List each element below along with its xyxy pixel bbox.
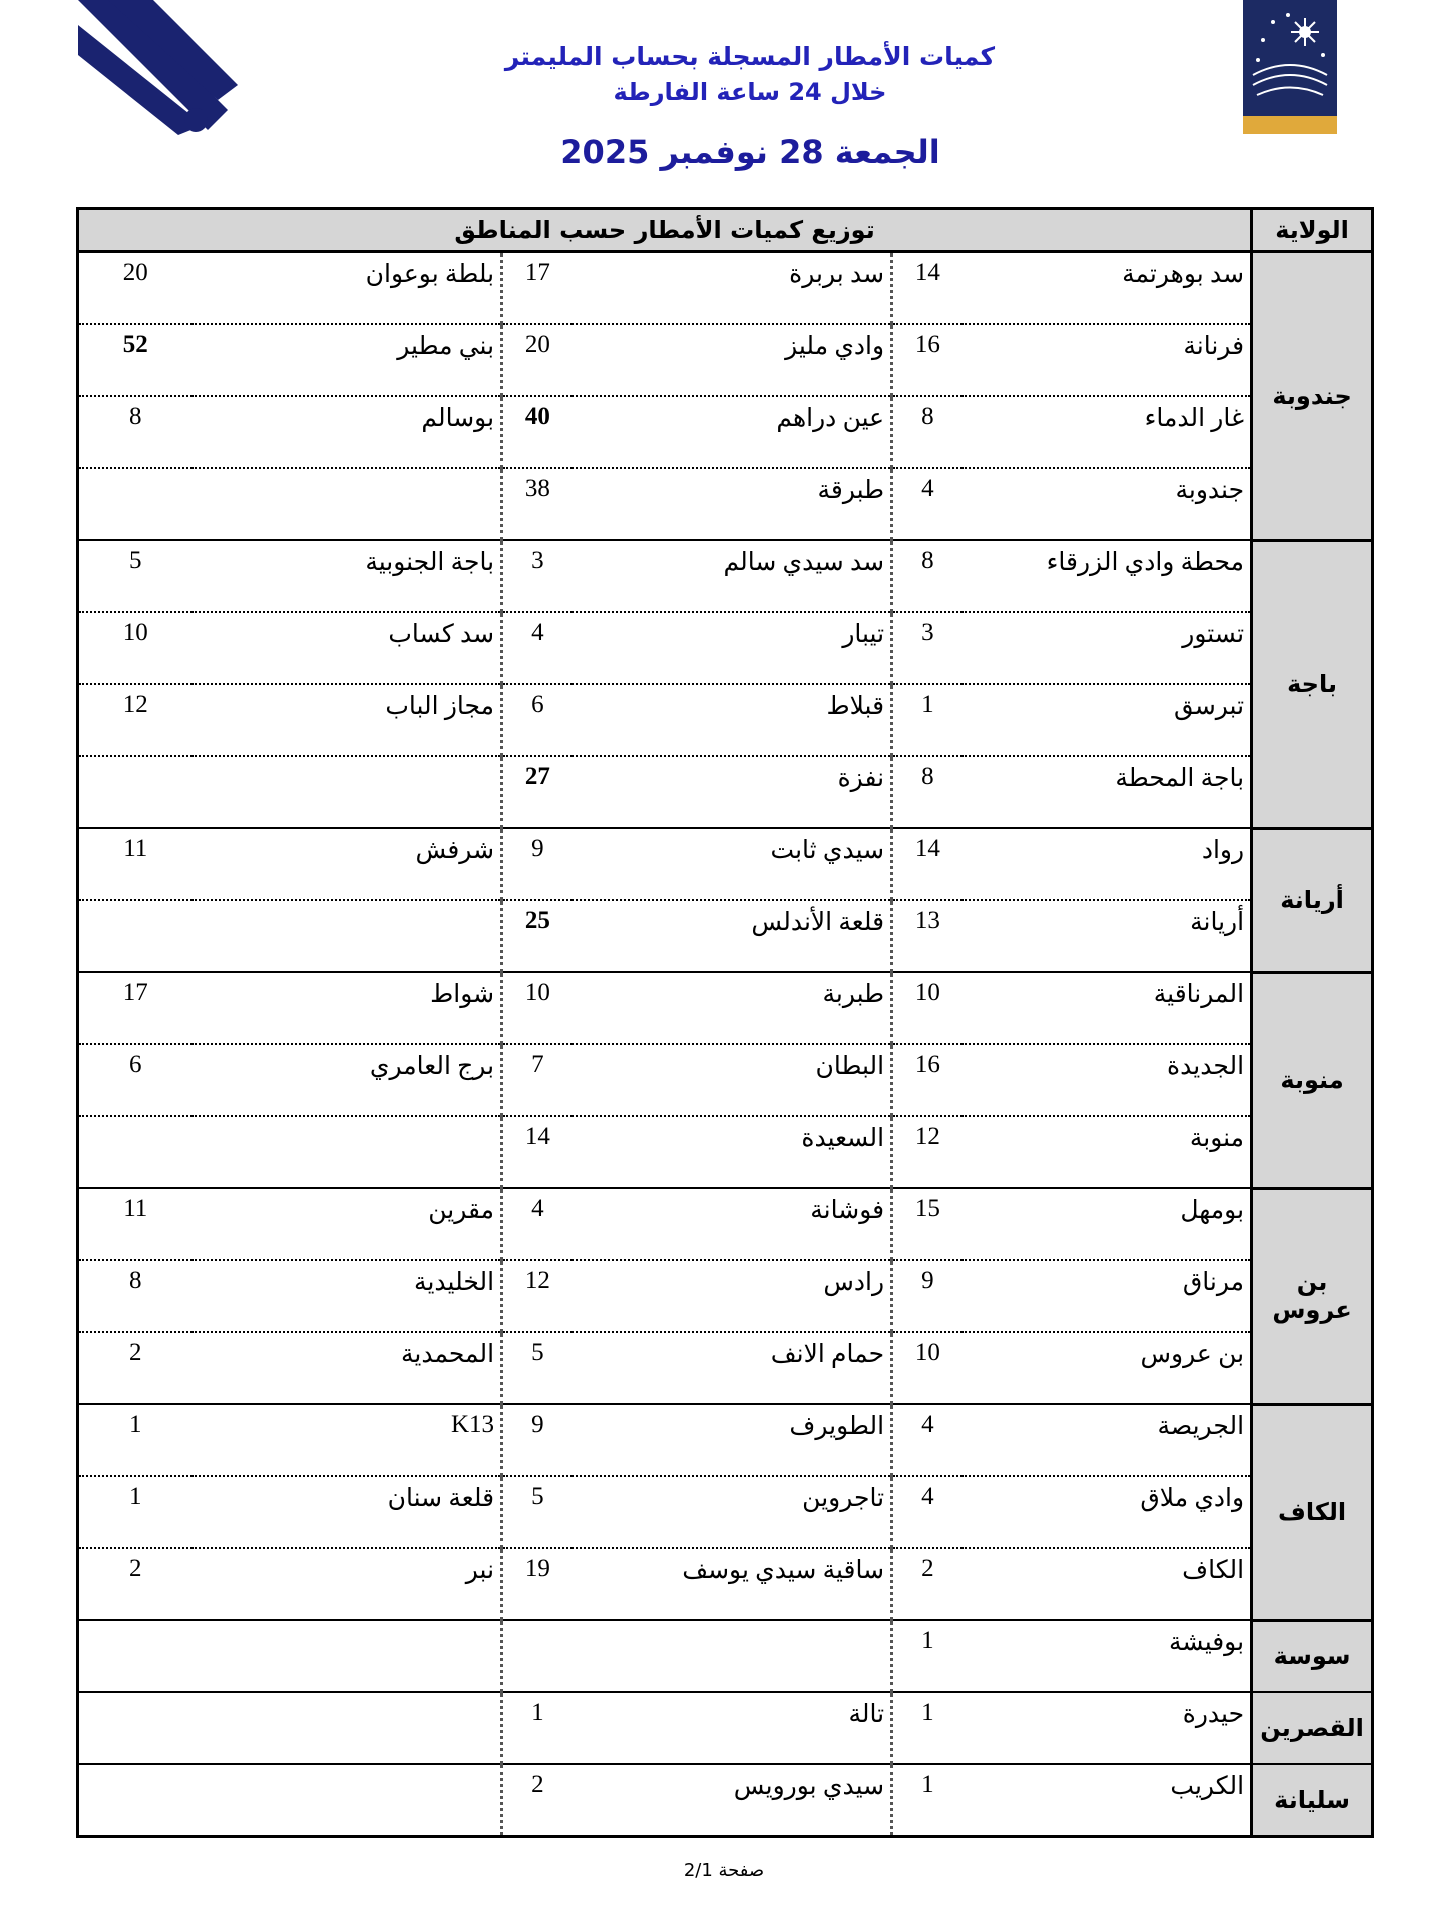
rainfall-value: 14 (892, 828, 962, 900)
station-name: مجاز الباب (192, 684, 502, 756)
table-row (78, 1620, 1373, 1692)
station-name: شرفش (192, 828, 502, 900)
station-name: بن عروس (962, 1332, 1252, 1404)
station-name: مرناق (962, 1260, 1252, 1332)
station-name: البطان (572, 1044, 892, 1116)
rainfall-value: 9 (502, 1404, 572, 1476)
station-name: تاجروين (572, 1476, 892, 1548)
station-name: غار الدماء (962, 396, 1252, 468)
station-name (192, 1116, 502, 1188)
rainfall-value: 2 (502, 1764, 572, 1837)
rainfall-value: 25 (502, 900, 572, 972)
rainfall-value: 9 (892, 1260, 962, 1332)
rainfall-table (76, 207, 1374, 1838)
report-subtitle: خلال 24 ساعة الفارطة (613, 78, 887, 106)
rainfall-value: 16 (892, 324, 962, 396)
rainfall-value: 6 (502, 684, 572, 756)
station-name: حمام الانف (572, 1332, 892, 1404)
table-row (78, 252, 1373, 325)
rainfall-value (78, 900, 192, 972)
page-number: صفحة 2/1 (683, 1860, 765, 1881)
station-name: تبرسق (962, 684, 1252, 756)
station-name: تيبار (572, 612, 892, 684)
table-row (78, 828, 1373, 900)
station-name (192, 468, 502, 540)
rainfall-value: 10 (892, 1332, 962, 1404)
station-name: قلعة الأندلس (572, 900, 892, 972)
table-row (78, 468, 1373, 540)
rainfall-value: 11 (78, 1188, 192, 1260)
station-name: برج العامري (192, 1044, 502, 1116)
table-row (78, 1404, 1373, 1476)
station-name: تستور (962, 612, 1252, 684)
report-title: كميات الأمطار المسجلة بحساب المليمتر (504, 42, 996, 71)
table-header-row (78, 209, 1373, 252)
station-name: وادي مليز (572, 324, 892, 396)
table-row (78, 1044, 1373, 1116)
rainfall-value: 9 (502, 828, 572, 900)
rainfall-value: 52 (78, 324, 192, 396)
governorate-cell: القصرين (1252, 1692, 1373, 1764)
station-name: سيدي بورويس (572, 1764, 892, 1837)
governorate-cell: جندوبة (1252, 252, 1373, 541)
rainfall-value: 8 (78, 396, 192, 468)
station-name: عين دراهم (572, 396, 892, 468)
station-name: K13 (192, 1404, 502, 1476)
rainfall-value: 20 (78, 252, 192, 325)
rainfall-value: 16 (892, 1044, 962, 1116)
logo-caption-band (1243, 116, 1337, 134)
table-row (78, 756, 1373, 828)
rainfall-value: 2 (78, 1332, 192, 1404)
station-name: بوسالم (192, 396, 502, 468)
station-name: المرناقية (962, 972, 1252, 1044)
station-name: رادس (572, 1260, 892, 1332)
rainfall-value: 11 (78, 828, 192, 900)
rainfall-value: 12 (78, 684, 192, 756)
col-distribution-header: توزيع كميات الأمطار حسب المناطق (78, 209, 1252, 252)
rainfall-value: 3 (892, 612, 962, 684)
rainfall-value: 5 (502, 1332, 572, 1404)
rainfall-value: 8 (892, 396, 962, 468)
rainfall-value: 2 (892, 1548, 962, 1620)
rainfall-value: 40 (502, 396, 572, 468)
rainfall-value: 12 (502, 1260, 572, 1332)
rainfall-value: 8 (892, 756, 962, 828)
rainfall-value: 13 (892, 900, 962, 972)
rainfall-value (78, 468, 192, 540)
rainfall-value: 19 (502, 1548, 572, 1620)
rainfall-value: 1 (892, 684, 962, 756)
table-row (78, 1548, 1373, 1620)
station-name: رواد (962, 828, 1252, 900)
table-row (78, 612, 1373, 684)
rainfall-value: 10 (78, 612, 192, 684)
rainfall-value: 1 (78, 1476, 192, 1548)
rainfall-value: 4 (892, 468, 962, 540)
station-name (192, 1620, 502, 1692)
governorate-cell: بن عروس (1252, 1188, 1373, 1404)
station-name: منوبة (962, 1116, 1252, 1188)
rainfall-value: 12 (892, 1116, 962, 1188)
station-name: قلعة سنان (192, 1476, 502, 1548)
rainfall-value: 15 (892, 1188, 962, 1260)
governorate-cell: الكاف (1252, 1404, 1373, 1620)
station-name (192, 1764, 502, 1837)
report-date: الجمعة 28 نوفمبر 2025 (560, 133, 940, 171)
station-name: جندوبة (962, 468, 1252, 540)
rainfall-value: 38 (502, 468, 572, 540)
station-name: حيدرة (962, 1692, 1252, 1764)
station-name: ساقية سيدي يوسف (572, 1548, 892, 1620)
station-name: السعيدة (572, 1116, 892, 1188)
rainfall-value: 4 (502, 1188, 572, 1260)
decorative-stripes (78, 0, 238, 135)
table-row (78, 324, 1373, 396)
station-name: مقرين (192, 1188, 502, 1260)
station-name: تالة (572, 1692, 892, 1764)
station-name: نبر (192, 1548, 502, 1620)
station-name: سيدي ثابت (572, 828, 892, 900)
table-row (78, 396, 1373, 468)
table-row (78, 900, 1373, 972)
rainfall-value: 17 (502, 252, 572, 325)
station-name: الكاف (962, 1548, 1252, 1620)
rainfall-value: 8 (78, 1260, 192, 1332)
station-name (192, 756, 502, 828)
rainfall-value: 20 (502, 324, 572, 396)
station-name: طبرقة (572, 468, 892, 540)
table-row (78, 1692, 1373, 1764)
rainfall-value: 10 (502, 972, 572, 1044)
station-name: وادي ملاق (962, 1476, 1252, 1548)
table-row (78, 972, 1373, 1044)
rainfall-value: 14 (892, 252, 962, 325)
table-row (78, 1476, 1373, 1548)
station-name: شواط (192, 972, 502, 1044)
rainfall-value: 10 (892, 972, 962, 1044)
rainfall-value: 14 (502, 1116, 572, 1188)
station-name: سد كساب (192, 612, 502, 684)
station-name: الكريب (962, 1764, 1252, 1837)
rainfall-value (78, 1116, 192, 1188)
station-name: طبربة (572, 972, 892, 1044)
station-name: بلطة بوعوان (192, 252, 502, 325)
station-name: بومهل (962, 1188, 1252, 1260)
station-name: الجريصة (962, 1404, 1252, 1476)
station-name: المحمدية (192, 1332, 502, 1404)
station-name: أريانة (962, 900, 1252, 972)
station-name: سد بوهرتمة (962, 252, 1252, 325)
rainfall-value (78, 1692, 192, 1764)
rainfall-value: 8 (892, 540, 962, 612)
station-name: محطة وادي الزرقاء (962, 540, 1252, 612)
table-row (78, 1260, 1373, 1332)
rainfall-value: 7 (502, 1044, 572, 1116)
rainfall-value (78, 1764, 192, 1837)
rainfall-value: 1 (892, 1692, 962, 1764)
rainfall-value (78, 1620, 192, 1692)
rainfall-value: 5 (502, 1476, 572, 1548)
rainfall-value: 5 (78, 540, 192, 612)
station-name (192, 900, 502, 972)
station-name: قبلاط (572, 684, 892, 756)
rainfall-value: 4 (502, 612, 572, 684)
col-governorate-header: الولاية (1252, 209, 1373, 252)
rainfall-table-body (78, 252, 1373, 1837)
station-name (572, 1620, 892, 1692)
station-name: بني مطير (192, 324, 502, 396)
rainfall-value (78, 756, 192, 828)
rainfall-value: 4 (892, 1476, 962, 1548)
table-row (78, 684, 1373, 756)
station-name: الطويرف (572, 1404, 892, 1476)
rainfall-value: 27 (502, 756, 572, 828)
station-name: باجة الجنوبية (192, 540, 502, 612)
rainfall-value: 1 (892, 1620, 962, 1692)
station-name: فرنانة (962, 324, 1252, 396)
governorate-cell: أريانة (1252, 828, 1373, 972)
rainfall-value: 4 (892, 1404, 962, 1476)
governorate-cell: سوسة (1252, 1620, 1373, 1692)
table-row (78, 1116, 1373, 1188)
table-row (78, 540, 1373, 612)
rainfall-value: 1 (892, 1764, 962, 1837)
governorate-cell: باجة (1252, 540, 1373, 828)
governorate-cell: منوبة (1252, 972, 1373, 1188)
rainfall-value: 2 (78, 1548, 192, 1620)
station-name: نفزة (572, 756, 892, 828)
institute-logo (1243, 0, 1337, 134)
rainfall-value: 1 (502, 1692, 572, 1764)
rainfall-value: 3 (502, 540, 572, 612)
station-name: الجديدة (962, 1044, 1252, 1116)
station-name (192, 1692, 502, 1764)
station-name: فوشانة (572, 1188, 892, 1260)
table-row (78, 1764, 1373, 1837)
rainfall-value (502, 1620, 572, 1692)
rainfall-value: 6 (78, 1044, 192, 1116)
station-name: بوفيشة (962, 1620, 1252, 1692)
logo-emblem-icon (1243, 0, 1337, 116)
station-name: باجة المحطة (962, 756, 1252, 828)
station-name: سد سيدي سالم (572, 540, 892, 612)
governorate-cell: سليانة (1252, 1764, 1373, 1837)
station-name: الخليدية (192, 1260, 502, 1332)
rainfall-value: 17 (78, 972, 192, 1044)
table-row (78, 1332, 1373, 1404)
table-row (78, 1188, 1373, 1260)
station-name: سد بربرة (572, 252, 892, 325)
rainfall-value: 1 (78, 1404, 192, 1476)
